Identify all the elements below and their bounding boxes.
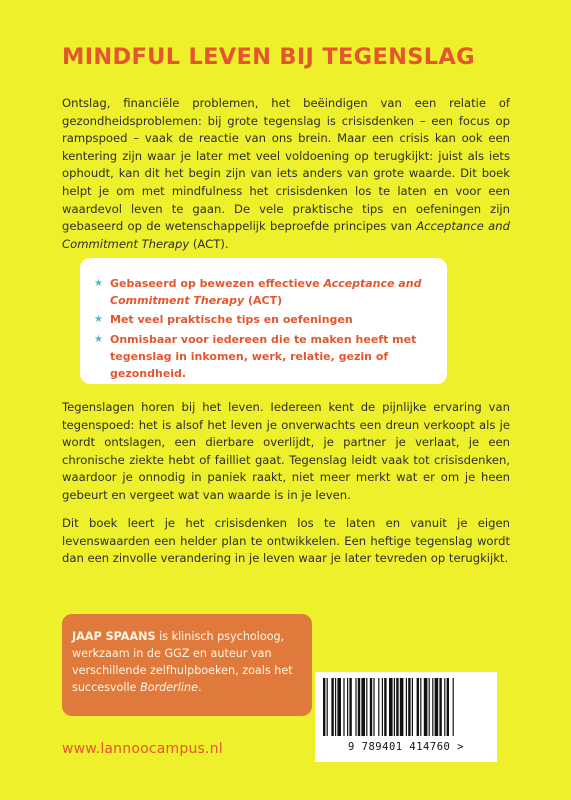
author-box bbox=[62, 614, 312, 716]
star-icon: ★ bbox=[94, 314, 103, 326]
list-item-text: Onmisbaar voor iedereen die te maken heeft met tegenslag in inkomen, werk, relatie, gezin of gezondheid. bbox=[110, 332, 417, 381]
list-item bbox=[94, 331, 439, 383]
list-item-text: Gebaseerd op bewezen effectieve bbox=[110, 277, 324, 290]
intro-paragraph bbox=[62, 95, 510, 253]
highlights-list bbox=[94, 275, 439, 384]
list-item-italic: Acceptance and Commitment Therapy bbox=[110, 277, 422, 308]
author-book-title: Borderline bbox=[140, 681, 198, 694]
highlights-box bbox=[80, 258, 447, 384]
intro-text: Ontslag, financiële problemen, het beëindigen van een relatie of gezondheidsproblemen: bij grote tegenslag is crisisdenken – een focus op rampspoed – vaak de reactie van ons brein. Maar een crisis kan ook een kentering zijn waar je later met veel voldoening op terugkijkt: juist als iets ophoudt, kan dit het begin zijn van iets anders van grote waarde. Dit boek helpt je om met mindfulness het crisisdenken los te laten en voor een waardevol leven te gaan. De vele praktische tips en oefeningen zijn gebaseerd op de wetenschappelijk beproefde principes van bbox=[62, 96, 510, 234]
list-item-text-end: (ACT) bbox=[244, 294, 283, 308]
author-name: JAAP SPAANS bbox=[72, 630, 156, 643]
barcode bbox=[315, 672, 497, 762]
body-paragraph-2: Tegenslagen horen bij het leven. Iedereen kent de pijnlijke ervaring van tegenspoed: het is alsof het leven je onverwachts een dreun verkoopt als je wordt ontslagen, een dierbare overlijdt, je partner je verlaat, je een chronische ziekte hebt of failliet gaat. Tegenslag leidt vaak tot crisisdenken, waardoor je onnodig in paniek raakt, niet meer merkt wat er om je heen gebeurt en vergeet wat van waarde is in je leven. bbox=[62, 400, 510, 502]
author-bio bbox=[72, 628, 306, 696]
list-item bbox=[94, 311, 439, 328]
star-icon: ★ bbox=[94, 278, 103, 289]
barcode-digits: 9 789401 414760 > bbox=[348, 741, 464, 753]
author-bio-text: is klinisch psycholoog, werkzaam in de GGZ en auteur van verschillende zelfhulpboeken, zoals het succesvolle bbox=[72, 630, 293, 694]
author-bio-end: . bbox=[197, 681, 202, 694]
intro-italic: Acceptance and Commitment Therapy bbox=[62, 219, 510, 251]
page-title: MINDFUL LEVEN BIJ TEGENSLAG bbox=[62, 44, 475, 70]
body-paragraph-3: Dit boek leert je het crisisdenken los te laten en vanuit je eigen levenswaarden een helder plan te ontwikkelen. Een heftige tegenslag wordt dan een zinvolle verandering in je leven waar je later tevreden op terugkijkt. bbox=[62, 516, 510, 566]
barcode-bars bbox=[321, 678, 491, 740]
list-item-text: Met veel praktische tips en oefeningen bbox=[110, 313, 353, 327]
list-item bbox=[94, 275, 439, 309]
intro-text-end: (ACT). bbox=[189, 236, 229, 251]
star-icon: ★ bbox=[94, 333, 103, 345]
publisher-website: www.lannoocampus.nl bbox=[62, 741, 223, 757]
